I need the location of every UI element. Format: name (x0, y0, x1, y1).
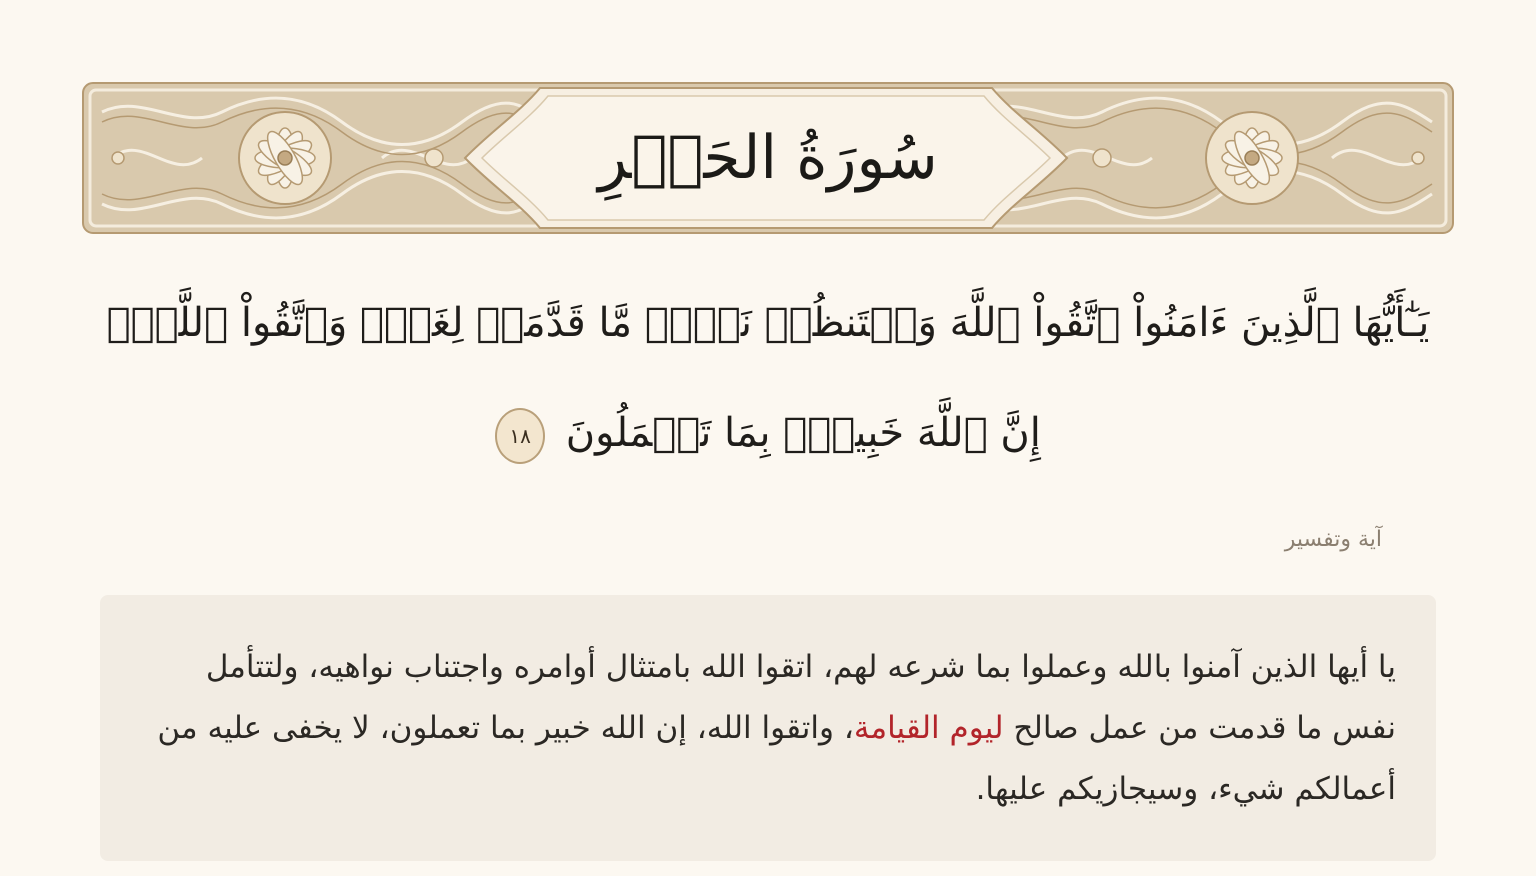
section-label: آية وتفسير (1284, 527, 1382, 552)
surah-title: سُورَةُ الحَشۡرِ (598, 123, 938, 193)
tafsir-text (156, 637, 1396, 820)
surah-header-banner (82, 82, 1454, 234)
tafsir-card (100, 595, 1436, 861)
verse-text: يَـٰٓأَيُّهَا ٱلَّذِينَ ءَامَنُواْ ٱتَّقُواْ ٱللَّهَ وَلۡتَنظُرۡ نَفۡسٞ مَّا قَدَّمَتۡ لِغَدٖۖ وَٱتَّقُواْ ٱللَّهَۚ إِنَّ ٱللَّهَ خَبِيرُۢ بِمَا تَعۡمَلُونَ (106, 300, 1430, 456)
tafsir-text-part2: ، واتقوا الله، إن الله خبير بما تعملون، لا يخفى عليه من أعمالكم شيء، وسيجازيكم عليها. (157, 710, 1396, 807)
quran-verse (100, 268, 1436, 488)
ayah-number-badge: ١٨ (495, 408, 545, 464)
tafsir-text-part1: يا أيها الذين آمنوا بالله وعملوا بما شرعه لهم، اتقوا الله بامتثال أوامره واجتناب نواهيه، ولتتأمل نفس ما قدمت من عمل صالح (205, 649, 1396, 746)
tafsir-highlight-link[interactable]: ليوم القيامة (853, 710, 1004, 746)
